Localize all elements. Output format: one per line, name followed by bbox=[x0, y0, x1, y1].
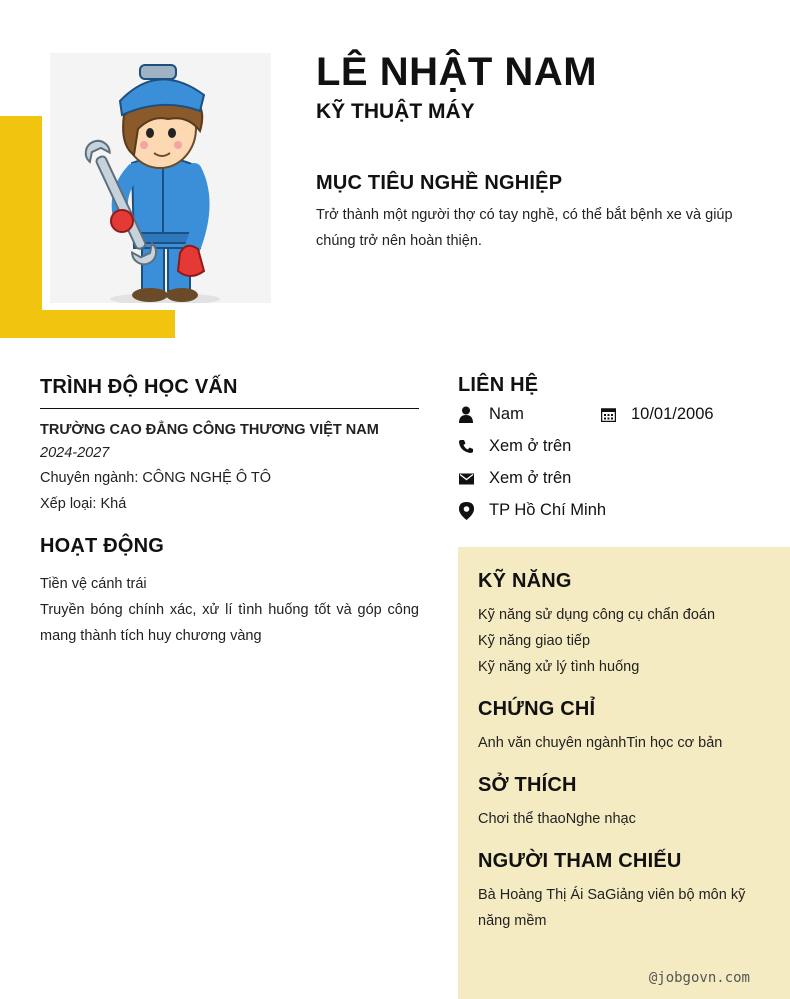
school-name: TRƯỜNG CAO ĐẲNG CÔNG THƯƠNG VIỆT NAM bbox=[40, 422, 379, 438]
contact-email-value: Xem ở trên bbox=[489, 469, 572, 487]
contact-gender-value: Nam bbox=[489, 405, 524, 423]
contact-address-value: TP Hồ Chí Minh bbox=[489, 501, 607, 519]
education-divider bbox=[40, 408, 419, 409]
activities-heading: HOẠT ĐỘNG bbox=[40, 535, 165, 557]
profile-photo bbox=[50, 53, 271, 303]
contact-heading: LIÊN HỆ bbox=[458, 374, 539, 396]
contact-birthdate-value: 10/01/2006 bbox=[631, 405, 714, 423]
contact-email bbox=[458, 469, 571, 488]
watermark: @jobgovn.com bbox=[648, 970, 750, 986]
calendar-icon bbox=[600, 406, 616, 424]
education-years: 2024-2027 bbox=[40, 445, 110, 461]
list-item: Kỹ năng xử lý tình huống bbox=[478, 659, 640, 675]
contact-phone bbox=[458, 437, 571, 456]
contact-phone-value: Xem ở trên bbox=[489, 437, 572, 455]
education-grade: Xếp loại: Khá bbox=[40, 496, 127, 512]
accent-bar-horizontal bbox=[0, 310, 175, 338]
contact-address bbox=[458, 501, 606, 520]
certificates-heading: CHỨNG CHỈ bbox=[478, 698, 596, 720]
accent-bar-vertical bbox=[0, 116, 42, 338]
person-icon bbox=[458, 406, 474, 424]
skills-heading: KỸ NĂNG bbox=[478, 570, 572, 592]
envelope-icon bbox=[458, 470, 474, 488]
activity-description: Truyền bóng chính xác, xử lí tình huống tốt và góp công mang thành tích huy chương vàng bbox=[40, 602, 419, 644]
education-major: Chuyên ngành: CÔNG NGHỆ Ô TÔ bbox=[40, 470, 272, 486]
references-text: Bà Hoàng Thị Ái SaGiảng viên bộ môn kỹ năng mềm bbox=[478, 887, 746, 929]
certificates-text: Anh văn chuyên ngànhTin học cơ bản bbox=[478, 735, 723, 751]
hobbies-text: Chơi thể thaoNghe nhạc bbox=[478, 811, 636, 827]
skills-list bbox=[478, 602, 715, 680]
activity-role: Tiền vệ cánh trái bbox=[40, 576, 147, 592]
education-heading: TRÌNH ĐỘ HỌC VẤN bbox=[40, 376, 238, 398]
list-item: Kỹ năng sử dụng công cụ chẩn đoán bbox=[478, 607, 716, 623]
candidate-name: LÊ NHẬT NAM bbox=[316, 50, 598, 94]
contact-birthdate bbox=[600, 405, 714, 424]
objective-heading: MỤC TIÊU NGHỀ NGHIỆP bbox=[316, 172, 563, 194]
hobbies-heading: SỞ THÍCH bbox=[478, 774, 577, 796]
objective-text: Trở thành một người thợ có tay nghề, có thể bắt bệnh xe và giúp chúng trở nên hoàn thiện. bbox=[316, 207, 733, 249]
references-heading: NGƯỜI THAM CHIẾU bbox=[478, 850, 682, 872]
job-title: KỸ THUẬT MÁY bbox=[316, 100, 475, 123]
phone-icon bbox=[458, 438, 474, 456]
mechanic-illustration bbox=[50, 53, 271, 303]
contact-gender bbox=[458, 405, 524, 424]
list-item: Kỹ năng giao tiếp bbox=[478, 633, 591, 649]
location-pin-icon bbox=[458, 502, 474, 520]
